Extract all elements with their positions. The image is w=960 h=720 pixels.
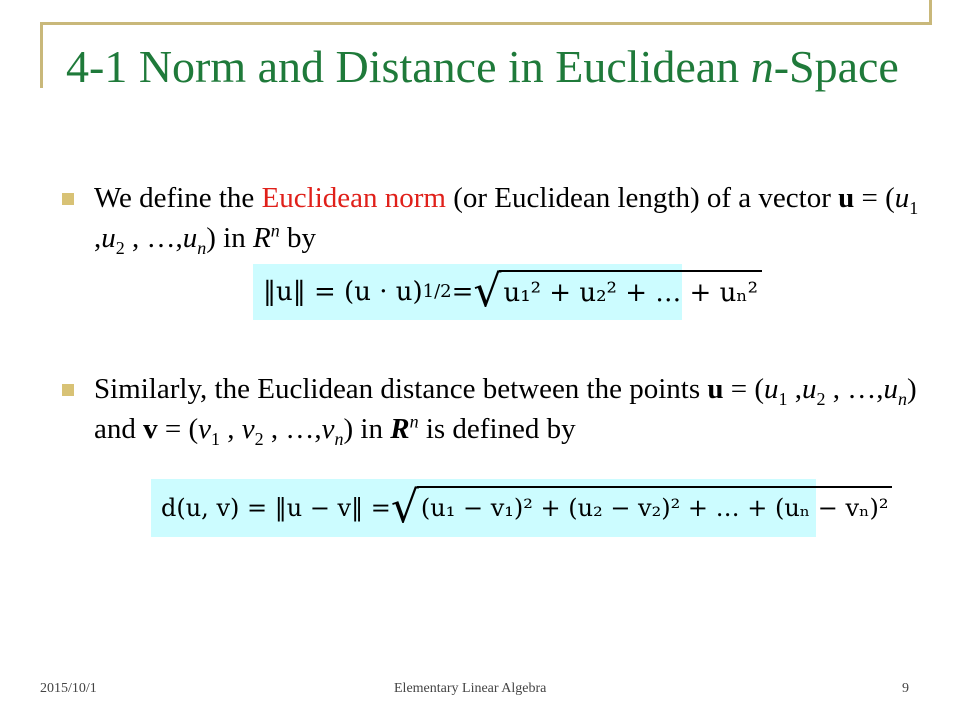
distance-formula-radicand: (u₁ − v₁)² + (u₂ − v₂)² + … + (uₙ − vₙ)² bbox=[417, 486, 893, 530]
sqrt-symbol-2: √ (u₁ − v₁)² + (u₂ − v₂)² + … + (uₙ − vₙ)² bbox=[391, 486, 893, 530]
title-variable: n bbox=[750, 41, 774, 92]
euclidean-norm-term: Euclidean norm bbox=[261, 182, 446, 214]
bullet-text-2: Similarly, the Euclidean distance between the points $u = (u_1$ $,u_2$ , $\dots,u_n$) and $v = (v_1$ , $v_2$ , $\dots,v_n$) in $R^n$ is defined by bbox=[94, 373, 917, 449]
norm-formula-equals: = bbox=[451, 277, 474, 307]
title-suffix: -Space bbox=[773, 41, 899, 92]
frame-left-line bbox=[40, 22, 43, 88]
frame-top-line bbox=[40, 22, 932, 25]
frame-right-line bbox=[929, 0, 932, 25]
footer-date: 2015/10/1 bbox=[40, 681, 97, 696]
norm-formula-radicand: u₁² + u₂² + … + uₙ² bbox=[499, 270, 762, 314]
footer-course: Elementary Linear Algebra bbox=[394, 681, 547, 696]
distance-formula-box bbox=[151, 479, 889, 537]
sqrt-symbol: √ u₁² + u₂² + … + uₙ² bbox=[473, 270, 762, 314]
title-prefix: 4-1 Norm and Distance in Euclidean bbox=[66, 41, 751, 92]
bullet-marker-2 bbox=[62, 384, 74, 396]
norm-formula-box: ‖u‖ = (u · u) 1/2 = √ u₁² + u₂² + … + uₙ² bbox=[253, 264, 682, 320]
slide-title bbox=[66, 40, 899, 93]
bullet-marker-1 bbox=[62, 193, 74, 205]
bullet-text-1: We define the Euclidean norm (or Euclidean length) of a vector $u = (u_1$ $,u_2$ , $\dots,u_n$) in $R^n$ by bbox=[94, 182, 919, 258]
distance-formula-lhs: d(u, v) = ‖u − v‖ = bbox=[161, 494, 391, 522]
footer-page-number: 9 bbox=[902, 681, 909, 696]
norm-formula-lhs: ‖u‖ = (u · u) bbox=[263, 277, 423, 307]
